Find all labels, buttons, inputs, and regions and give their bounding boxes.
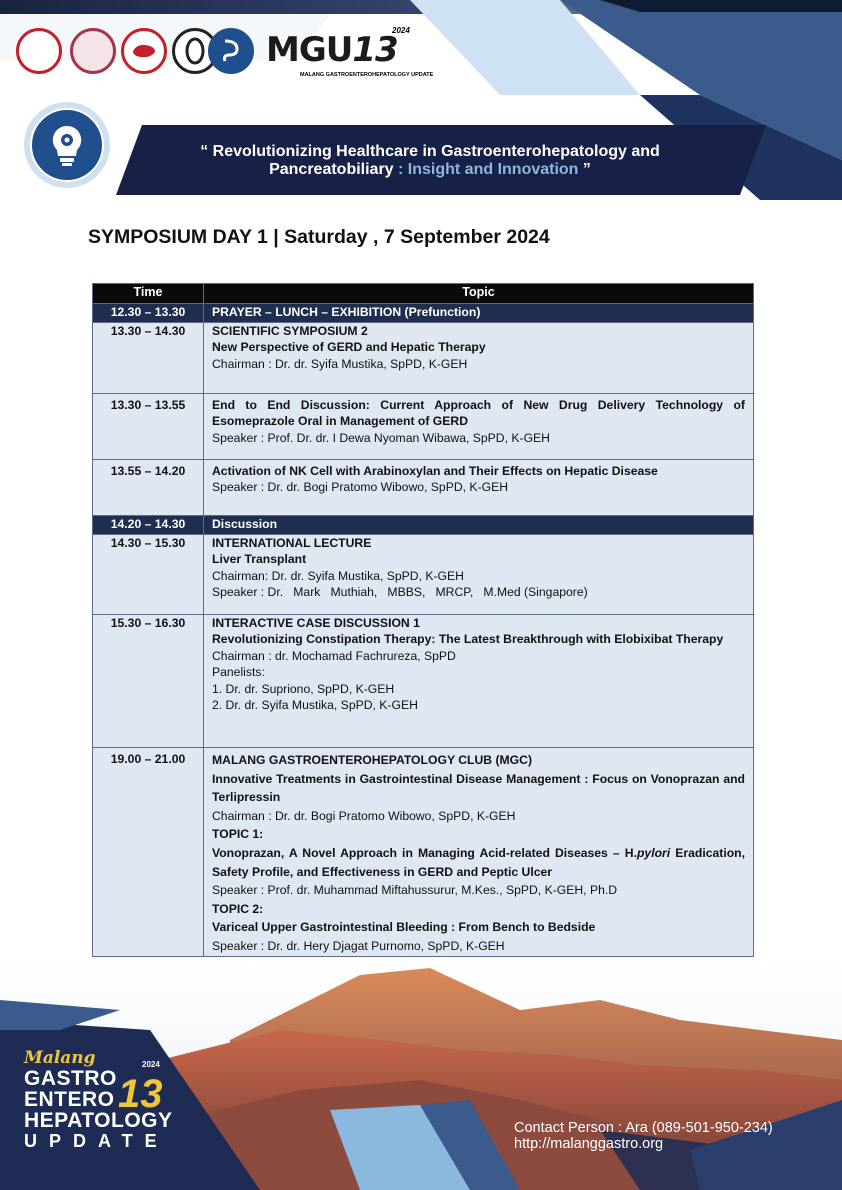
tagline-line-1: “ Revolutionizing Healthcare in Gastroenterohepatology and xyxy=(200,143,660,160)
table-row xyxy=(93,460,754,516)
brand-line: HEPATOLOGY xyxy=(24,1109,173,1132)
time-header: Time xyxy=(93,284,204,304)
topic-cell: End to End Discussion: Current Approach of New Drug Delivery Technology of Esomeprazole Oral in Management of GERD Speaker : Prof. Dr. dr. I Dewa Nyoman Wibawa, SpPD, K-GEH xyxy=(204,394,754,460)
event-logo xyxy=(266,26,434,82)
brand-number: 13 xyxy=(118,1072,163,1116)
topic-cell: SCIENTIFIC SYMPOSIUM 2 New Perspective of GERD and Hepatic Therapy Chairman : Dr. dr. Syifa Mustika, SpPD, K-GEH xyxy=(204,323,754,394)
time-cell: 14.30 – 15.30 xyxy=(93,535,204,615)
time-cell: 13.30 – 14.30 xyxy=(93,323,204,394)
time-cell: 15.30 – 16.30 xyxy=(93,615,204,748)
time-cell: 13.30 – 13.55 xyxy=(93,394,204,460)
table-row xyxy=(93,304,754,323)
idi-logo xyxy=(16,28,62,74)
contact-person: Contact Person : Ara (089-501-950-234) xyxy=(514,1120,773,1136)
time-cell: 14.20 – 14.30 xyxy=(93,516,204,535)
table-row xyxy=(93,323,754,394)
topic-cell: Activation of NK Cell with Arabinoxylan and Their Effects on Hepatic Disease Speaker : Dr. dr. Bogi Pratomo Wibowo, SpPD, K-GEH xyxy=(204,460,754,516)
pgi-logo xyxy=(121,28,167,74)
topic-cell: MALANG GASTROENTEROHEPATOLOGY CLUB (MGC) Innovative Treatments in Gastrointestinal Disease Management : Focus on Vonoprazan and Terlipressin Chairman : Dr. dr. Bogi Pratomo Wibowo, SpPD, K-GEH TOPIC 1: Vonoprazan, A Novel Approach in Managing Acid-related Diseases – H.pylori Eradication, Safety Profile, and Effectiveness in GERD and Peptic Ulcer Speaker : Prof. dr. Muhammad Miftahussurur, M.Kes., SpPD, K-GEH, Ph.D TOPIC 2: Variceal Upper Gastrointestinal Bleeding : From Bench to Bedside Speaker : Dr. dr. Hery Djagat Purnomo, SpPD, K-GEH xyxy=(204,748,754,957)
time-cell: 19.00 – 21.00 xyxy=(93,748,204,957)
topic-cell: INTERNATIONAL LECTURE Liver Transplant Chairman: Dr. dr. Syifa Mustika, SpPD, K-GEH Speaker : Dr. Mark Muthiah, MBBS, MRCP, M.Med (Singapore) xyxy=(204,535,754,615)
website-link[interactable]: http://malanggastro.org xyxy=(514,1136,664,1152)
table-header-row xyxy=(93,284,754,304)
lightbulb-gear-icon xyxy=(30,108,104,182)
table-row xyxy=(93,394,754,460)
brand-year: 2024 xyxy=(142,1060,160,1069)
table-row xyxy=(93,516,754,535)
topic-cell: INTERACTIVE CASE DISCUSSION 1 Revolutionizing Constipation Therapy: The Latest Breakthrough with Elobixibat Therapy Chairman : dr. Mochamad Fachrureza, SpPD Panelists: 1. Dr. dr. Supriono, SpPD, K-GEH 2. Dr. dr. Syifa Mustika, SpPD, K-GEH xyxy=(204,615,754,748)
footer-brand-logo xyxy=(24,1048,194,1152)
table-row xyxy=(93,535,754,615)
papdi-logo xyxy=(70,28,116,74)
event-logo-year: 2024 xyxy=(392,26,410,35)
brand-update: UPDATE xyxy=(24,1131,169,1151)
tagline-line-2: Pancreatobiliary : Insight and Innovation ” xyxy=(269,161,591,178)
time-cell: 12.30 – 13.30 xyxy=(93,304,204,323)
brand-line: GASTRO xyxy=(24,1067,117,1090)
table-row xyxy=(93,748,754,957)
brand-malang: Malang xyxy=(24,1048,96,1068)
time-cell: 13.55 – 14.20 xyxy=(93,460,204,516)
schedule-table xyxy=(92,283,754,957)
brand-line: ENTERO xyxy=(24,1088,115,1111)
topic-cell: PRAYER – LUNCH – EXHIBITION (Prefunction) xyxy=(204,304,754,323)
topic-header: Topic xyxy=(204,284,754,304)
event-logo-text: MGU13 xyxy=(266,30,398,70)
table-row xyxy=(93,615,754,748)
page-title: SYMPOSIUM DAY 1 | Saturday , 7 September 2024 xyxy=(88,226,550,248)
gastro-logo xyxy=(208,28,254,74)
topic-cell: Discussion xyxy=(204,516,754,535)
event-logo-subtitle: MALANG GASTROENTEROHEPATOLOGY UPDATE xyxy=(300,72,434,78)
